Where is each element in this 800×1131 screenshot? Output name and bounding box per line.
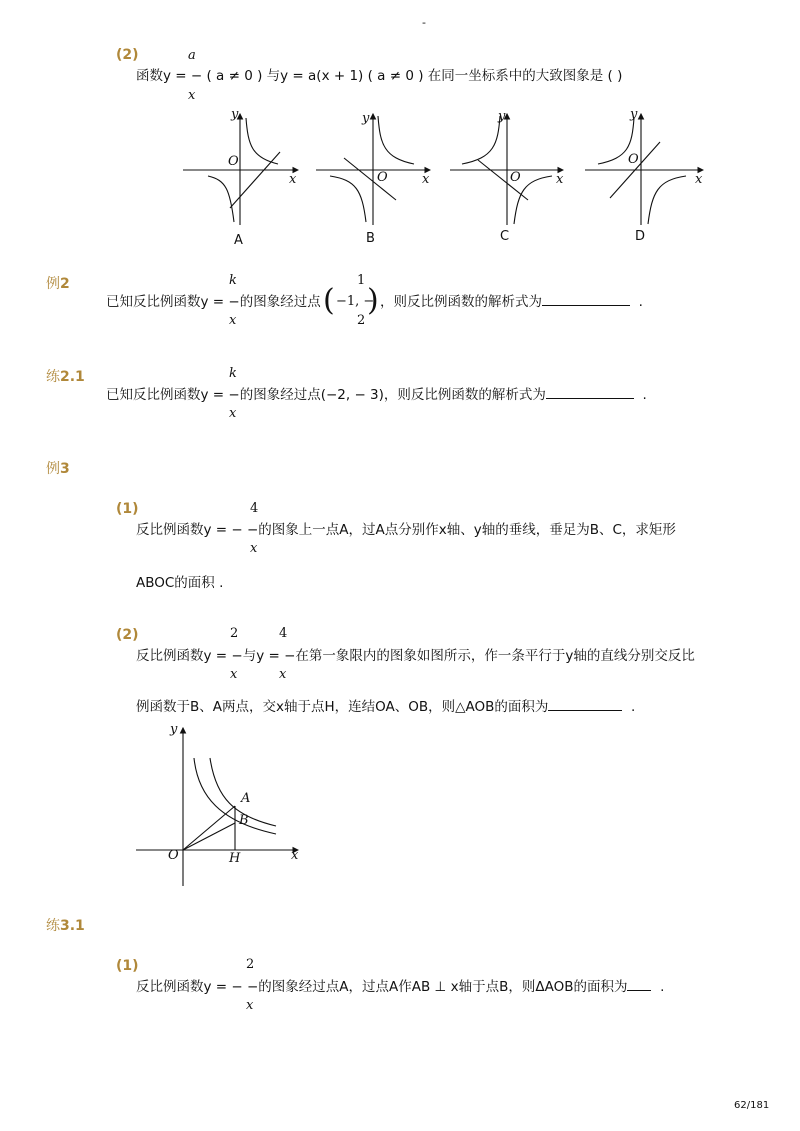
fraction-numerator: 4	[250, 501, 259, 516]
option-graphs	[0, 100, 800, 250]
example-3-q2-text-2: 例函数于B、A两点，交x轴于点H，连结OA、OB，则△AOB的面积为 .	[136, 699, 636, 715]
question-label: (1)	[116, 501, 139, 517]
left-paren: (	[323, 283, 335, 318]
graph-a-y-label: y	[231, 107, 239, 122]
question-label: (1)	[116, 958, 139, 974]
practice-3-1-label: 练3.1	[46, 918, 85, 934]
answer-blank[interactable]	[542, 293, 630, 306]
fraction-numerator: 2	[246, 957, 255, 972]
graph-b-x-label: x	[422, 172, 430, 187]
point-frac-bot: 2	[357, 313, 366, 328]
graph-b	[316, 114, 430, 225]
right-paren: )	[367, 283, 379, 318]
graph-a-x-label: x	[289, 172, 297, 187]
fraction-numerator-1: 2	[230, 626, 239, 641]
practice-2-1-text: 已知反比例函数y = −的图象经过点(−2, − 3)，则反比例函数的解析式为 .	[106, 387, 647, 403]
figure-x-label: x	[291, 848, 299, 863]
graph-d-origin: O	[628, 152, 639, 167]
practice-2-1-label: 练2.1	[46, 369, 85, 385]
question-label: (2)	[116, 627, 139, 643]
option-a-label: A	[234, 233, 243, 248]
graph-d-x-label: x	[695, 172, 703, 187]
figure-origin: O	[168, 848, 179, 863]
answer-blank[interactable]	[627, 978, 651, 991]
fraction-denominator-1: x	[230, 667, 238, 682]
question-text: 函数y = − ( a ≠ 0 ) 与y = a(x + 1) ( a ≠ 0 ) 在同一坐标系中的大致图象是 ( )	[136, 68, 623, 84]
figure-point-a: A	[241, 791, 251, 806]
fraction-denominator: x	[229, 313, 237, 328]
example-3-q1-text-2: ABOC的面积 .	[136, 575, 224, 591]
example-3-figure	[130, 718, 310, 890]
graph-b-y-label: y	[362, 111, 370, 126]
option-c-label: C	[500, 229, 510, 244]
graph-c-x-label: x	[556, 172, 564, 187]
fraction-denominator: x	[250, 541, 258, 556]
practice-3-1-q1-text: 反比例函数y = − −的图象经过点A，过点A作AB ⊥ x轴于点B，则ΔAOB的面积为 .	[136, 979, 665, 995]
option-d-label: D	[635, 229, 646, 244]
graph-c-origin: O	[510, 170, 521, 185]
fraction-numerator: k	[229, 273, 237, 288]
example-2-text-after: ，则反比例函数的解析式为 .	[380, 294, 643, 310]
fraction-denominator: x	[246, 998, 254, 1013]
graph-c-y-label: y	[498, 109, 506, 124]
page-number: 62/181	[734, 1100, 770, 1111]
example-2-text: 已知反比例函数y = −的图象经过点	[106, 294, 321, 310]
graph-c	[450, 114, 563, 225]
figure-y-label: y	[170, 722, 178, 737]
fraction-numerator-2: 4	[279, 626, 288, 641]
graph-a	[183, 114, 298, 225]
answer-blank[interactable]	[548, 698, 622, 711]
example-3-q1-text: 反比例函数y = − −的图象上一点A，过A点分别作x轴、y轴的垂线，垂足为B、C，求矩形	[136, 522, 676, 538]
figure-point-b: B	[239, 813, 249, 828]
point-frac-top: 1	[357, 273, 366, 288]
figure-point-h: H	[229, 851, 241, 866]
example-2-label: 例2	[46, 276, 70, 292]
graph-d	[585, 114, 703, 225]
example-3-q2-text: 反比例函数y = −与y = −在第一象限内的图象如图所示，作一条平行于y轴的直线分别交反比	[136, 648, 695, 664]
fraction-numerator: k	[229, 366, 237, 381]
fraction-denominator: x	[188, 88, 196, 103]
fraction-denominator-2: x	[279, 667, 287, 682]
answer-blank[interactable]	[546, 386, 634, 399]
question-label: (2)	[116, 47, 139, 63]
option-b-label: B	[366, 231, 375, 246]
header-mark: -	[422, 16, 426, 29]
graph-b-origin: O	[377, 170, 388, 185]
fraction-denominator: x	[229, 406, 237, 421]
graph-d-y-label: y	[630, 107, 638, 122]
point-coords: −1, −	[336, 294, 375, 309]
example-3-label: 例3	[46, 461, 70, 477]
fraction-numerator: a	[188, 48, 196, 63]
graph-a-origin: O	[228, 154, 239, 169]
